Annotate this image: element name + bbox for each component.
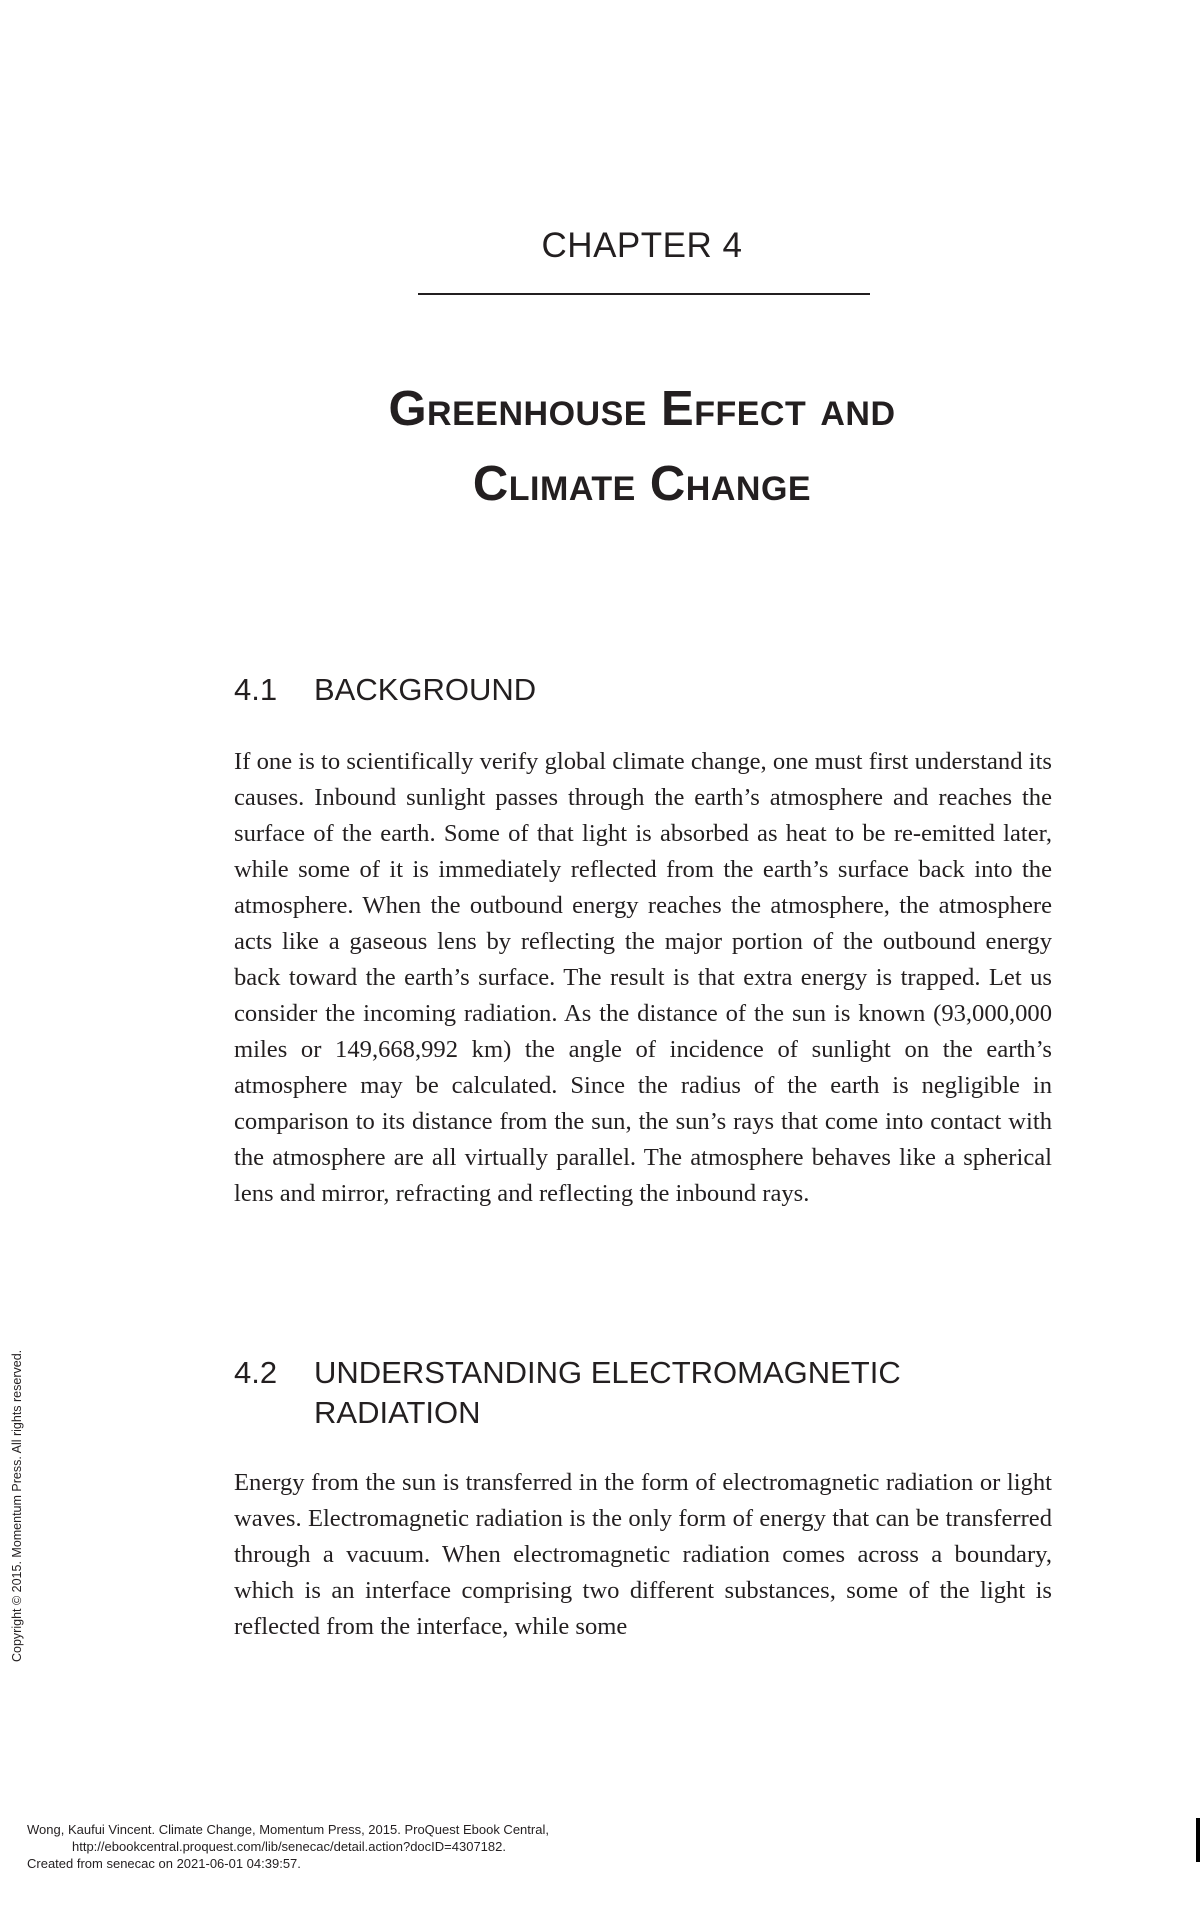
section-title-line-2: RADIATION bbox=[314, 1395, 481, 1430]
paragraph-electromagnetic-radiation: Energy from the sun is transferred in the form of electromagnetic radiation or light waves. Electromagnetic radiation is the only form of energy that can be transferred through a vacuum. When electromagnetic radiation comes across a boundary, which is an interface comprising two different substances, some of the light is reflected from the interface, while some bbox=[234, 1469, 1052, 1640]
chapter-title-line-1: Greenhouse Effect and bbox=[388, 382, 896, 436]
chapter-rule bbox=[418, 293, 870, 295]
section-number: 4.2 bbox=[234, 1355, 278, 1390]
footer-url[interactable]: http://ebookcentral.proquest.com/lib/senecac/detail.action?docID=4307182. bbox=[72, 1839, 506, 1854]
chapter-title-line-2: Climate Change bbox=[472, 457, 812, 511]
paragraph-background: If one is to scientifically verify global climate change, one must first understand its causes. Inbound sunlight passes through the earth’s atmosphere and reaches the surface of the earth. Some of that light is absorbed as heat to be re-emitted later, while some of it is immediately reflected from the earth’s surface back into the atmosphere. When the outbound energy reaches the atmosphere, the atmosphere acts like a gaseous lens by reflecting the major portion of the outbound energy back toward the earth’s surface. The result is that extra energy is trapped. Let us consider the incoming radiation. As the distance of the sun is known (93,000,000 miles or 149,668,992 km) the angle of incidence of sunlight on the earth’s atmosphere may be calculated. Since the radius of the earth is negligible in comparison to its distance from the sun, the sun’s rays that come into contact with the atmosphere are all virtually parallel. The atmosphere behaves like a spherical lens and mirror, refracting and reflecting the inbound rays. bbox=[234, 748, 1052, 1207]
section-title: BACKGROUND bbox=[314, 672, 537, 707]
section-title-line-1: UNDERSTANDING ELECTROMAGNETIC bbox=[314, 1355, 901, 1390]
side-copyright-notice: Copyright © 2015. Momentum Press. All rights reserved. bbox=[10, 1349, 24, 1662]
section-heading-electromagnetic-radiation bbox=[234, 1353, 901, 1433]
section-heading-background bbox=[234, 670, 536, 710]
chapter-title bbox=[0, 372, 1200, 522]
footer-created-timestamp: Created from senecac on 2021-06-01 04:39:57. bbox=[27, 1856, 301, 1871]
footer-citation bbox=[27, 1821, 549, 1872]
section-number: 4.1 bbox=[234, 672, 278, 707]
page-edge-mark bbox=[1196, 1818, 1200, 1862]
footer-citation-line: Wong, Kaufui Vincent. Climate Change, Momentum Press, 2015. ProQuest Ebook Central, bbox=[27, 1822, 549, 1837]
chapter-label: CHAPTER 4 bbox=[541, 226, 743, 265]
